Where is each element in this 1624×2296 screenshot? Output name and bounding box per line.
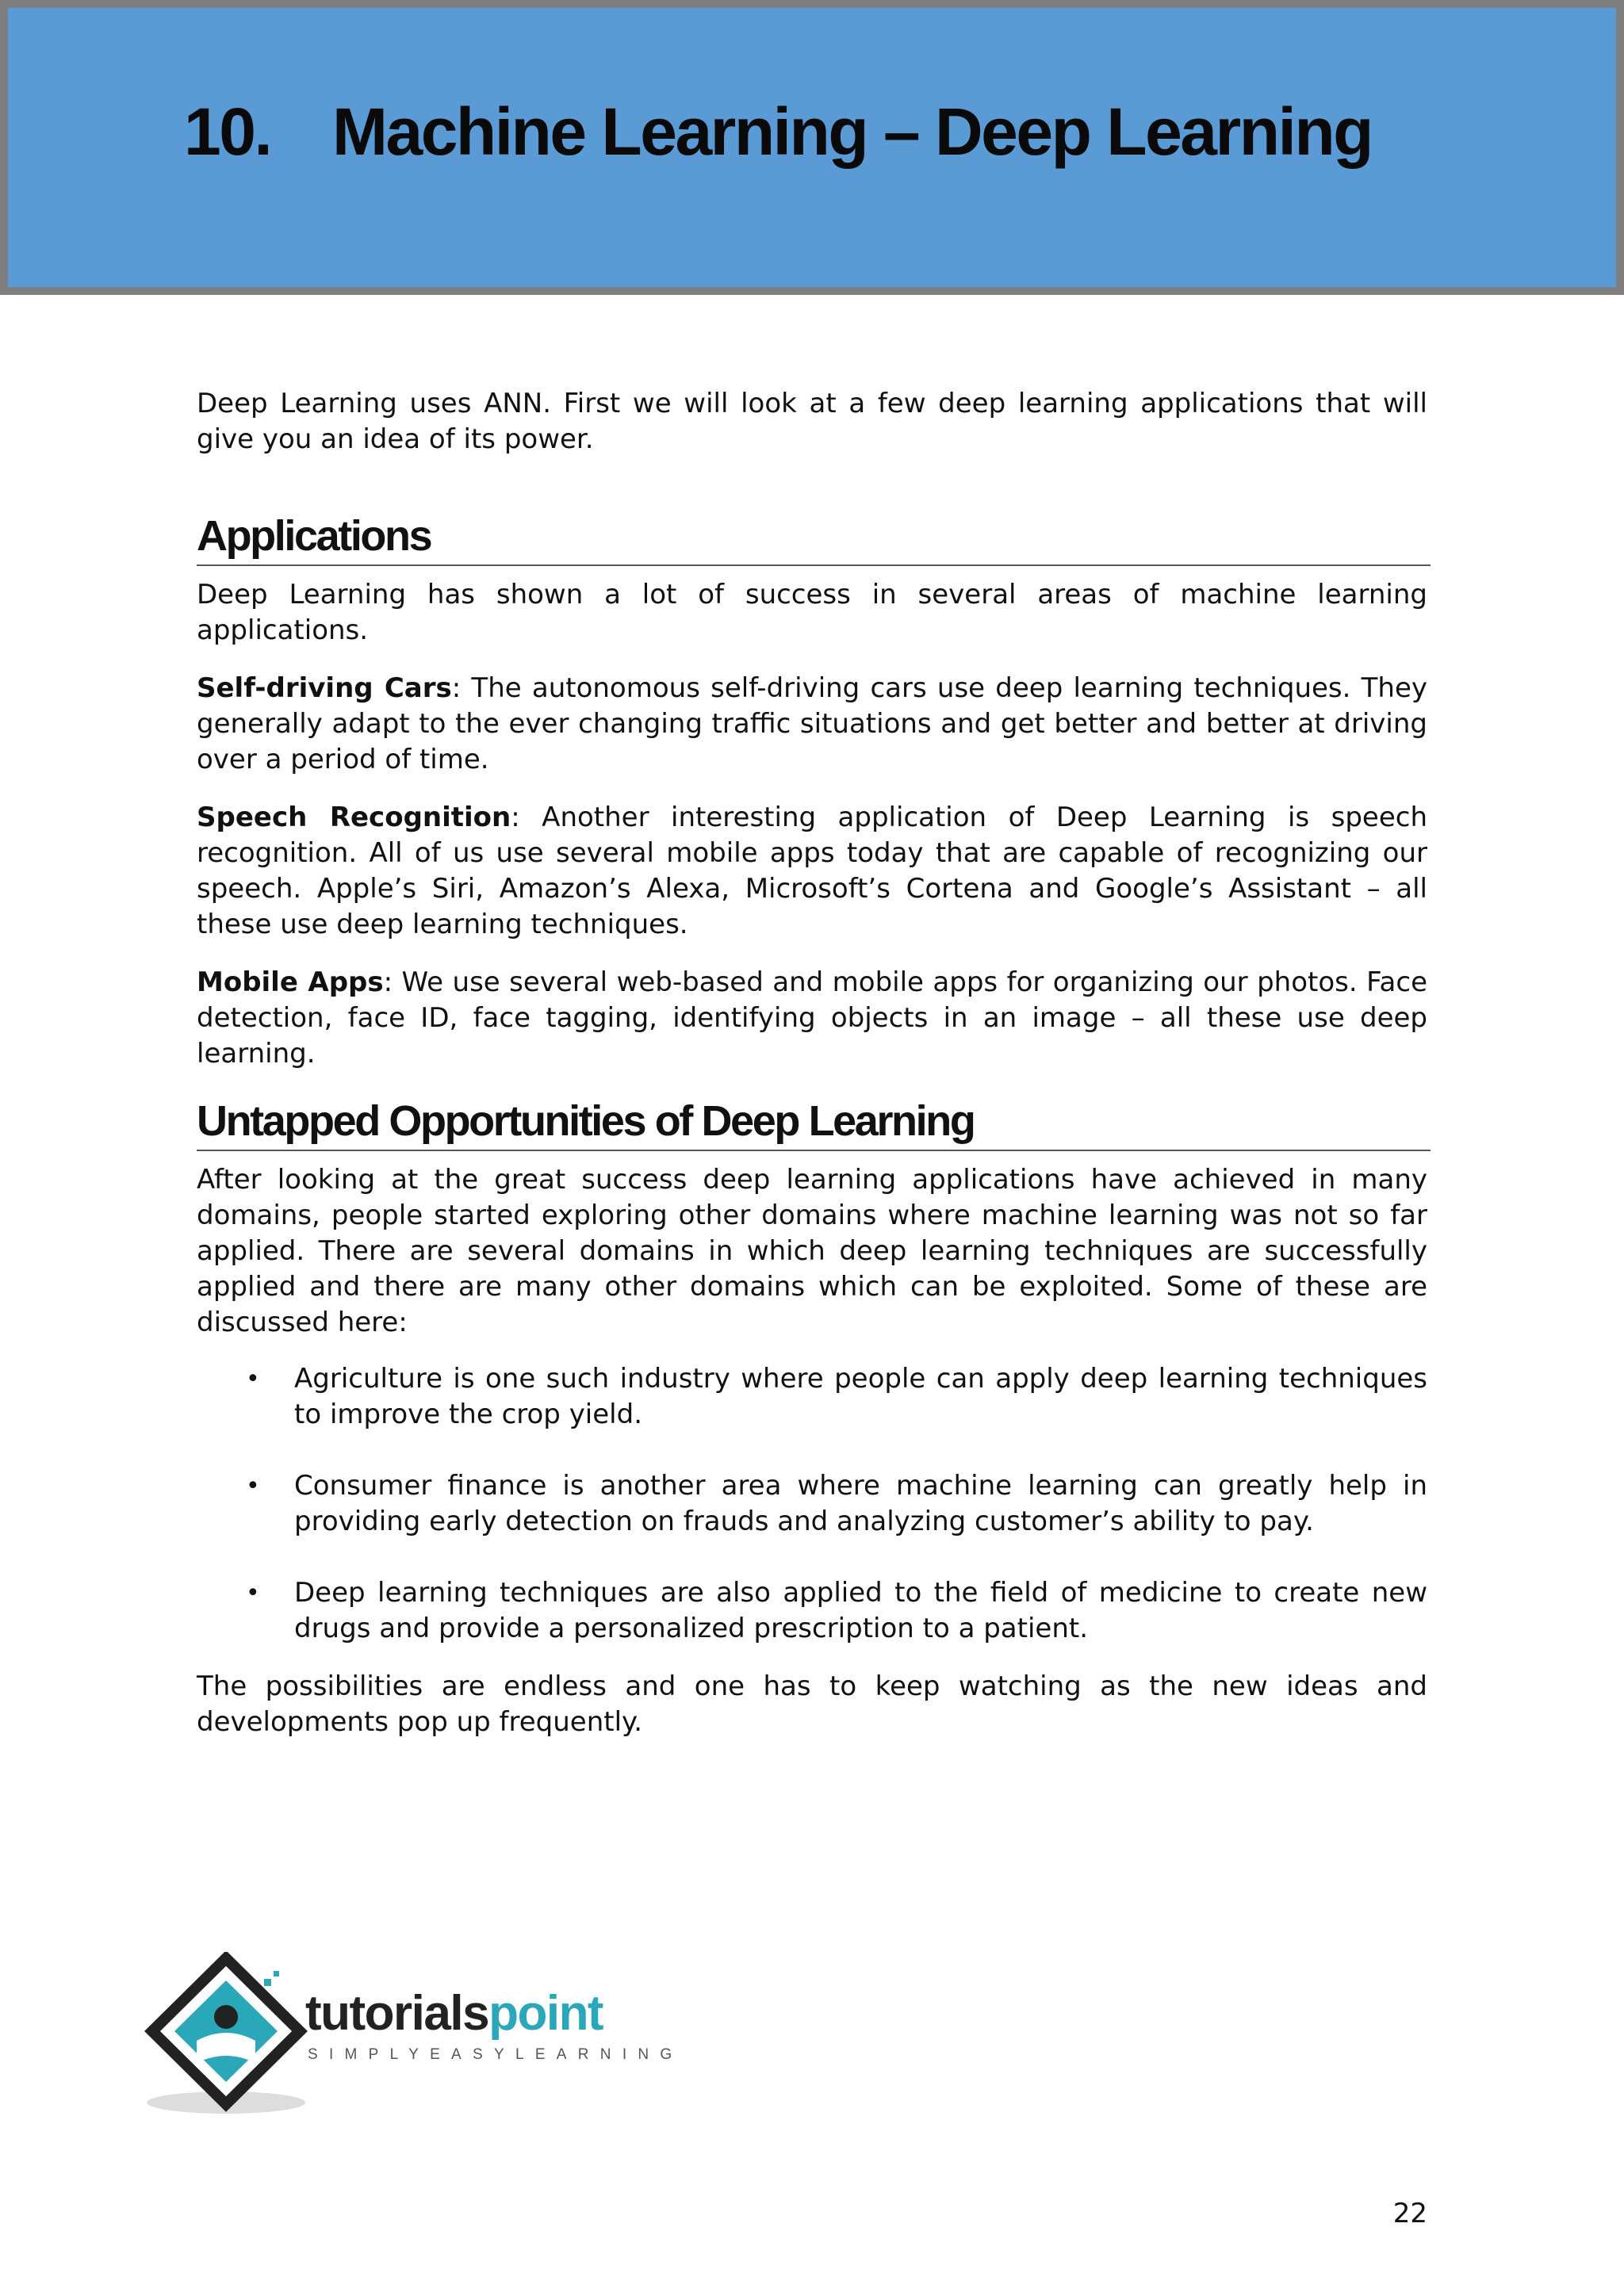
bullet-text: Deep learning techniques are also applied to the field of medicine to create new drugs and provide a personalized prescription to a patient. (294, 1577, 1427, 1644)
opportunities-bullet-list (197, 1361, 1427, 1647)
page-number: 22 (1392, 2198, 1427, 2229)
bullet-icon: • (246, 1365, 260, 1393)
chapter-header-banner (0, 0, 1624, 295)
application-description: : The autonomous self-driving cars use deep learning techniques. They generally adapt to the ever changing traffic situations and get better and better at driving over a period of time. (197, 672, 1427, 775)
application-term: Self-driving Cars (197, 672, 452, 704)
logo-wordmark-primary: tutorials (305, 1986, 489, 2041)
application-term: Mobile Apps (197, 966, 384, 998)
bullet-item-agriculture (197, 1361, 1427, 1433)
opportunities-heading: Untapped Opportunities of Deep Learning (197, 1094, 1431, 1151)
logo-wordmark (305, 1986, 603, 2041)
bullet-item-medicine (197, 1575, 1427, 1647)
chapter-title (184, 94, 1372, 170)
bullet-item-consumer-finance (197, 1468, 1427, 1540)
intro-paragraph: Deep Learning uses ANN. First we will look at a few deep learning applications that will give you an idea of its power. (197, 388, 1427, 455)
bullet-icon: • (246, 1472, 260, 1500)
chapter-title-text: Machine Learning – Deep Learning (332, 94, 1372, 169)
bullet-icon: • (246, 1579, 260, 1607)
tutorialspoint-logo (143, 1952, 698, 2118)
applications-lead-paragraph: Deep Learning has shown a lot of success in several areas of machine learning applications. (197, 579, 1427, 646)
logo-pixel-icon (274, 1971, 279, 1976)
applications-heading: Applications (197, 509, 1431, 566)
closing-paragraph: The possibilities are endless and one has to keep watching as the new ideas and developments pop up frequently. (197, 1670, 1427, 1738)
logo-wordmark-accent: point (488, 1986, 603, 2041)
chapter-number: 10. (184, 94, 271, 169)
application-mobile-apps (197, 965, 1427, 1072)
page-body (197, 386, 1427, 1762)
logo-pixel-icon (264, 1979, 271, 1986)
application-speech-recognition (197, 800, 1427, 943)
application-term: Speech Recognition (197, 802, 511, 833)
opportunities-lead-paragraph: After looking at the great success deep learning applications have achieved in many domains, people started exploring other domains where machine learning was not so far applied. There are several domains in which deep learning techniques are successfully applied and there are many other domains which can be exploited. Some of these are discussed here: (197, 1164, 1427, 1338)
logo-tagline: SIMPLYEASYLEARNING (308, 2046, 684, 2063)
bullet-text: Agriculture is one such industry where people can apply deep learning techniques to improve the crop yield. (294, 1363, 1427, 1430)
application-description: : We use several web-based and mobile apps for organizing our photos. Face detection, face ID, face tagging, identifying objects in an image – all these use deep learning. (197, 966, 1427, 1070)
application-description: : Another interesting application of Deep Learning is speech recognition. All of us use several mobile apps today that are capable of recognizing our speech. Apple’s Siri, Amazon’s Alexa, Microsoft’s Cortena and Google’s Assistant – all these use deep learning techniques. (197, 802, 1428, 940)
bullet-text: Consumer finance is another area where machine learning can greatly help in providing early detection on frauds and analyzing customer’s ability to pay. (294, 1470, 1427, 1537)
application-self-driving-cars (197, 671, 1427, 778)
logo-head-icon (214, 2005, 238, 2029)
